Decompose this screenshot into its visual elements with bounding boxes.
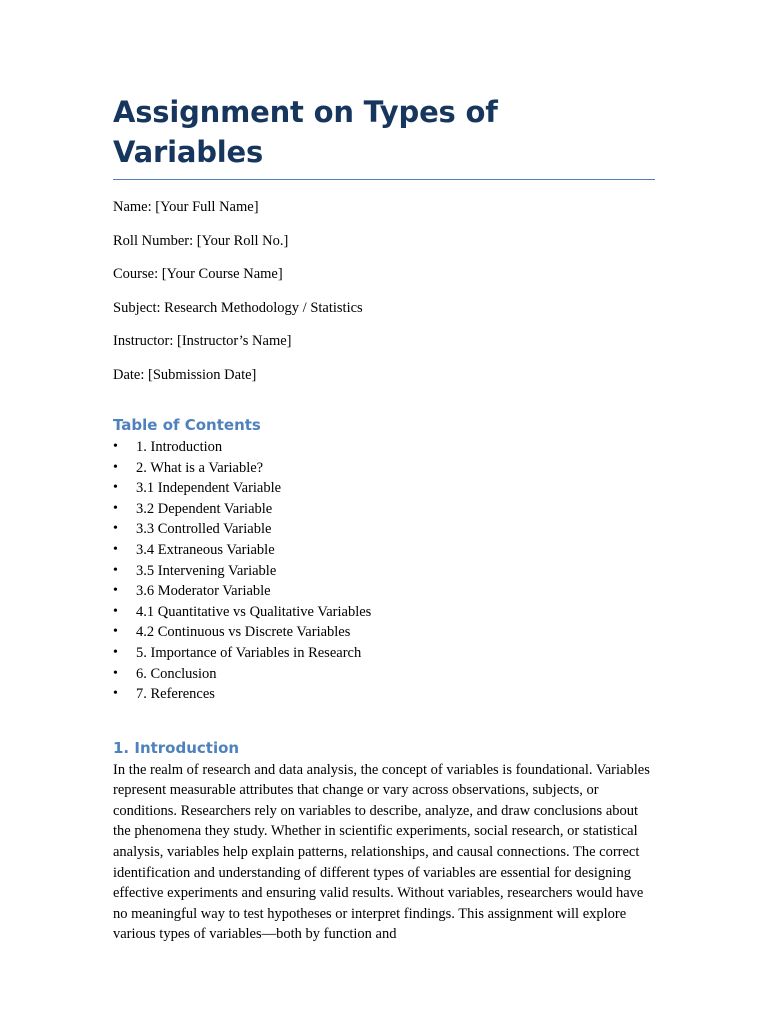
toc-item [113,622,655,643]
bullet-icon: • [113,644,118,660]
toc-item-label: 5. Importance of Variables in Research [136,644,362,661]
bullet-icon: • [113,603,118,619]
toc-item [113,581,655,602]
roll-number-line: Roll Number: [Your Roll No.] [113,232,289,249]
toc-item [113,602,655,623]
subject-line: Subject: Research Methodology / Statistics [113,299,363,316]
bullet-icon: • [113,521,118,537]
course-line: Course: [Your Course Name] [113,266,283,283]
student-info [113,197,655,385]
toc-item [113,643,655,664]
toc-item [113,561,655,582]
toc-item-label: 3.3 Controlled Variable [136,521,272,538]
toc-item [113,478,655,499]
toc-item [113,519,655,540]
document-title: Assignment on Types of Variables [113,92,655,180]
bullet-icon: • [113,583,118,599]
toc-item [113,458,655,479]
bullet-icon: • [113,480,118,496]
toc-item-label: 3.4 Extraneous Variable [136,541,275,558]
toc-item-label: 6. Conclusion [136,665,217,682]
toc-item [113,499,655,520]
bullet-icon: • [113,562,118,578]
instructor-line: Instructor: [Instructor’s Name] [113,333,292,350]
toc-item [113,684,655,705]
document-page [113,92,655,945]
toc-item-label: 3.2 Dependent Variable [136,500,273,517]
date-line: Date: [Submission Date] [113,366,257,383]
bullet-icon: • [113,624,118,640]
toc-item [113,540,655,561]
toc-item-label: 3.1 Independent Variable [136,480,282,497]
bullet-icon: • [113,459,118,475]
toc-item [113,664,655,685]
bullet-icon: • [113,541,118,557]
toc-item-label: 4.2 Continuous vs Discrete Variables [136,624,351,641]
toc-item-label: 4.1 Quantitative vs Qualitative Variables [136,603,372,620]
toc-item-label: 3.6 Moderator Variable [136,583,271,600]
bullet-icon: • [113,686,118,702]
introduction-paragraph: In the realm of research and data analysis, the concept of variables is foundational. Variables represent measurable attributes that change or vary across observations, subjects, or conditions. Researchers rely on variables to describe, analyze, and draw conclusions about the phenomena they study. Whether in scientific experiments, social research, or statistical analysis, variables help explain patterns, relationships, and causal connections. The correct identification and understanding of different types of variables are essential for designing effective experiments and ensuring valid results. Without variables, researchers would have no meaningful way to test hypotheses or interpret findings. This assignment will explore various types of variables—both by function and [113,761,650,943]
introduction-heading: 1. Introduction [113,738,240,757]
table-of-contents [113,437,655,705]
name-line: Name: [Your Full Name] [113,199,259,215]
toc-item-label: 2. What is a Variable? [136,459,264,476]
toc-item [113,437,655,458]
toc-item-label: 7. References [136,686,215,703]
toc-heading: Table of Contents [113,415,261,434]
toc-item-label: 3.5 Intervening Variable [136,562,277,579]
bullet-icon: • [113,438,118,454]
toc-item-label: 1. Introduction [136,438,223,455]
bullet-icon: • [113,665,118,681]
bullet-icon: • [113,500,118,516]
